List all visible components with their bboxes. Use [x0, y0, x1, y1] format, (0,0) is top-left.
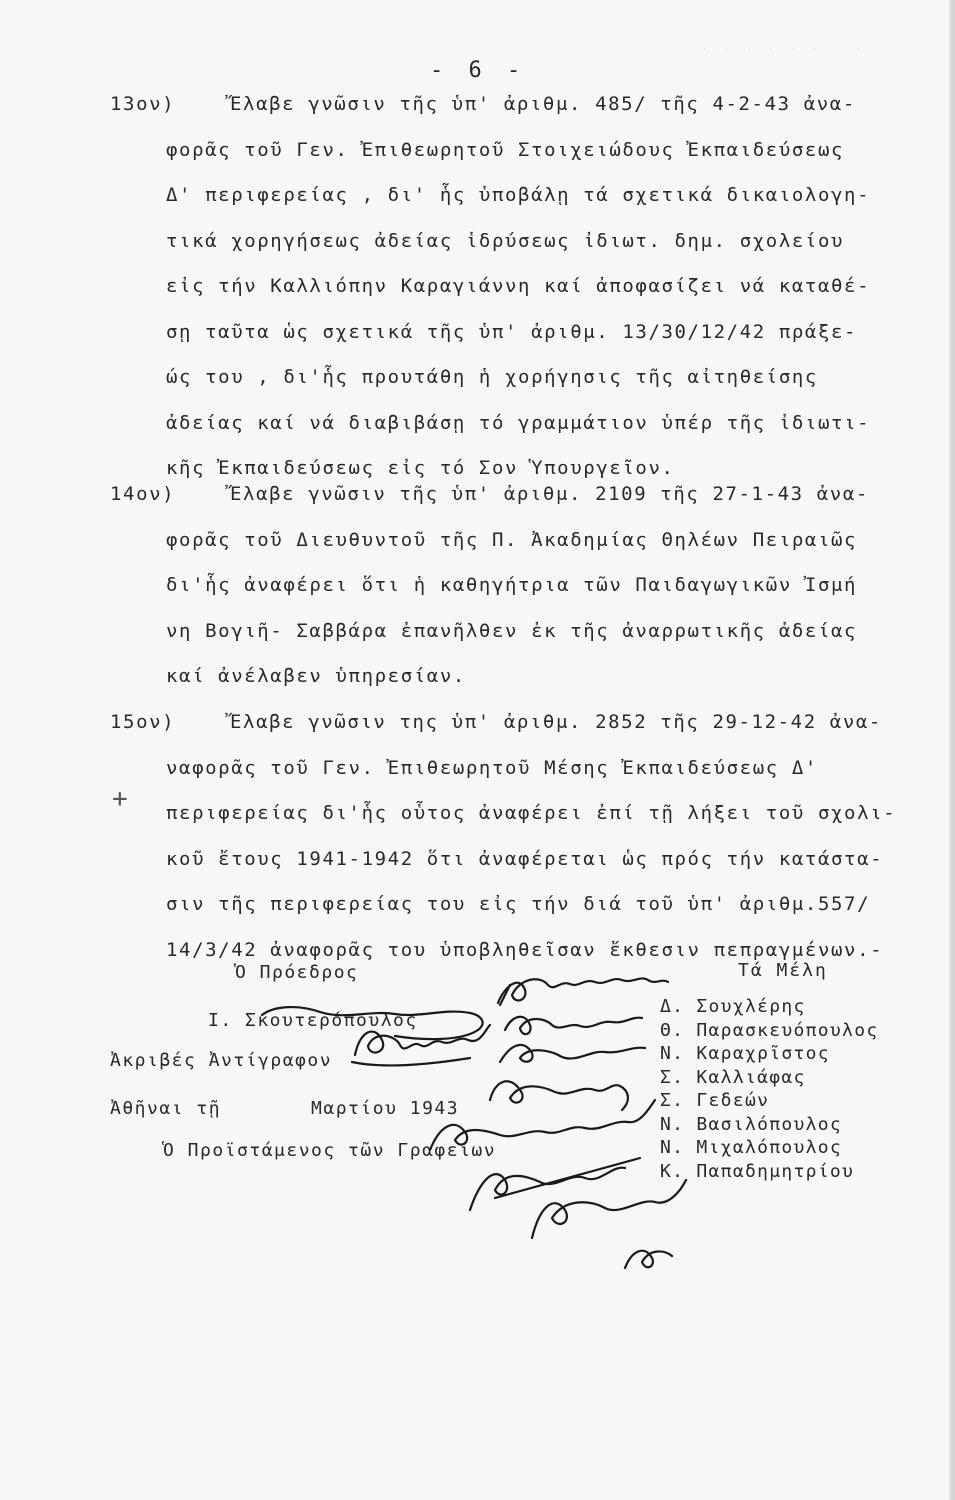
place-date-line: [110, 1098, 459, 1119]
signature-stroke: [500, 1045, 645, 1062]
text-line: κοῦ ἔτους 1941-1942 ὅτι ἀναφέρεται ὡς πρός τήν κατάστα-: [166, 847, 884, 870]
text-line: καί ἀνέλαβεν ὑπηρεσίαν.: [166, 665, 466, 687]
text-line: ώς του , δι'ἧς προυτάθη ἡ χορήγησις τῆς αἰτηθείσης: [166, 366, 818, 388]
text-line: νη Βογιῆ- Σαββάρα ἐπανῆλθεν ἐκ τῆς ἀναρρωτικῆς ἀδείας: [166, 619, 858, 642]
margin-plus-mark: +: [112, 784, 128, 814]
date-label: Μαρτίου 1943: [311, 1098, 460, 1119]
member-name: Ν. Μιχαλόπουλος: [660, 1137, 843, 1158]
text-line: τικά χορηγήσεως ἀδείας ἱδρύσεως ἰδιωτ. δημ. σχολείου: [166, 229, 845, 252]
paragraph-text: [110, 82, 930, 492]
signature-stroke: [505, 1017, 642, 1034]
bleed-through-text: · · · · · · · ·: [700, 40, 866, 58]
scan-edge: [949, 0, 955, 1500]
paragraph-number: 14ον): [110, 483, 176, 505]
president-title: Ὁ Πρόεδρος: [235, 962, 359, 983]
member-name: Ν. Καραχρῖστος: [660, 1043, 830, 1064]
text-line: Ἔλαβε γνῶσιν τῆς ὑπ' ἀριθμ. 2109 τῆς 27-1-43 ἀνα-: [230, 483, 869, 505]
text-line: ἀδείας καί νά διαβιβάσῃ τό γραμμάτιον ὑπέρ τῆς ἰδιωτι-: [166, 411, 871, 434]
member-name: Θ. Παρασκευόπουλος: [660, 1019, 879, 1041]
text-line: κῆς Ἐκπαιδεύσεως εἰς τό Σον Ὑπουργεῖον.: [166, 457, 675, 479]
text-line: Ἔλαβε γνῶσιν της ὑπ' ἀριθμ. 2852 τῆς 29-12-42 ἀνα-: [230, 711, 882, 733]
text-line: Δ' περιφερείας , δι' ἧς ὑποβάλῃ τά σχετικά δικαιολογη-: [166, 184, 871, 206]
member-name: Σ. Γεδεών: [660, 1090, 770, 1111]
member-name: Κ. Παπαδημητρίου: [660, 1160, 855, 1182]
true-copy-label: Ἀκριβές Ἀντίγραφον: [110, 1050, 333, 1071]
text-line: ναφορᾶς τοῦ Γεν. Ἐπιθεωρητοῦ Μέσης Ἐκπαιδεύσεως Δ': [166, 756, 818, 779]
member-name: Σ. Καλλιάφας: [660, 1066, 806, 1088]
paragraph-number: 13ον): [110, 93, 176, 115]
signature-stroke: [500, 985, 510, 1005]
signature-stroke: [625, 1251, 672, 1268]
text-line: εἰς τήν Καλλιόπην Καραγιάννη καί ἀποφασίζει νά καταθέ-: [166, 275, 871, 297]
signature-stroke: [352, 1058, 470, 1065]
paragraph-14: [110, 472, 930, 700]
place-label: Ἀθῆναι τῇ: [110, 1098, 222, 1119]
text-line: 14/3/42 ἀναφορᾶς του ὑποβληθεῖσαν ἔκθεσιν πεπραγμένων.-: [166, 938, 884, 961]
paragraph-13: [110, 82, 930, 492]
text-line: περιφερείας δι'ἧς οὗτος ἀναφέρει ἐπί τῇ λήξει τοῦ σχολι-: [166, 802, 897, 824]
paragraph-text: [110, 700, 930, 973]
text-line: σιν τῆς περιφερείας του εἰς τήν διά τοῦ ὑπ' ἀριθμ.557/: [166, 893, 871, 915]
head-of-offices-label: Ὁ Προϊστάμενος τῶν Γραφείων: [163, 1140, 497, 1161]
signature-stroke: [490, 1081, 628, 1110]
members-list: [660, 995, 878, 1183]
president-name: Ι. Σκουτερόπουλος: [208, 1010, 418, 1031]
paragraph-15: [110, 700, 930, 973]
text-line: φορᾶς τοῦ Διευθυντοῦ τῆς Π. Ἀκαδημίας Θηλέων Πειραιῶς: [166, 528, 858, 551]
paragraph-text: [110, 472, 930, 700]
signature-stroke: [470, 1168, 625, 1210]
text-line: φορᾶς τοῦ Γεν. Ἐπιθεωρητοῦ Στοιχειώδους Ἐκπαιδεύσεως: [166, 138, 845, 161]
text-line: Ἔλαβε γνῶσιν τῆς ὑπ' ἀριθμ. 485/ τῆς 4-2-43 ἀνα-: [230, 93, 856, 115]
text-line: σῃ ταῦτα ὡς σχετικά τῆς ὑπ' ἀριθμ. 13/30/12/42 πράξε-: [166, 320, 858, 343]
member-name: Δ. Σουχλέρης: [660, 996, 806, 1017]
member-name: Ν. Βασιλόπουλος: [660, 1113, 843, 1135]
paragraph-number: 15ον): [110, 711, 176, 733]
signature-stroke: [498, 978, 668, 1003]
members-title: Τά Μέλη: [738, 960, 828, 981]
text-line: δι'ἧς ἀναφέρει ὅτι ἡ καθηγήτρια τῶν Παιδαγωγικῶν Ἰσμή: [166, 574, 858, 596]
signature-stroke: [532, 1180, 686, 1238]
page-number: - 6 -: [430, 58, 527, 83]
signature-stroke: [495, 1158, 640, 1198]
